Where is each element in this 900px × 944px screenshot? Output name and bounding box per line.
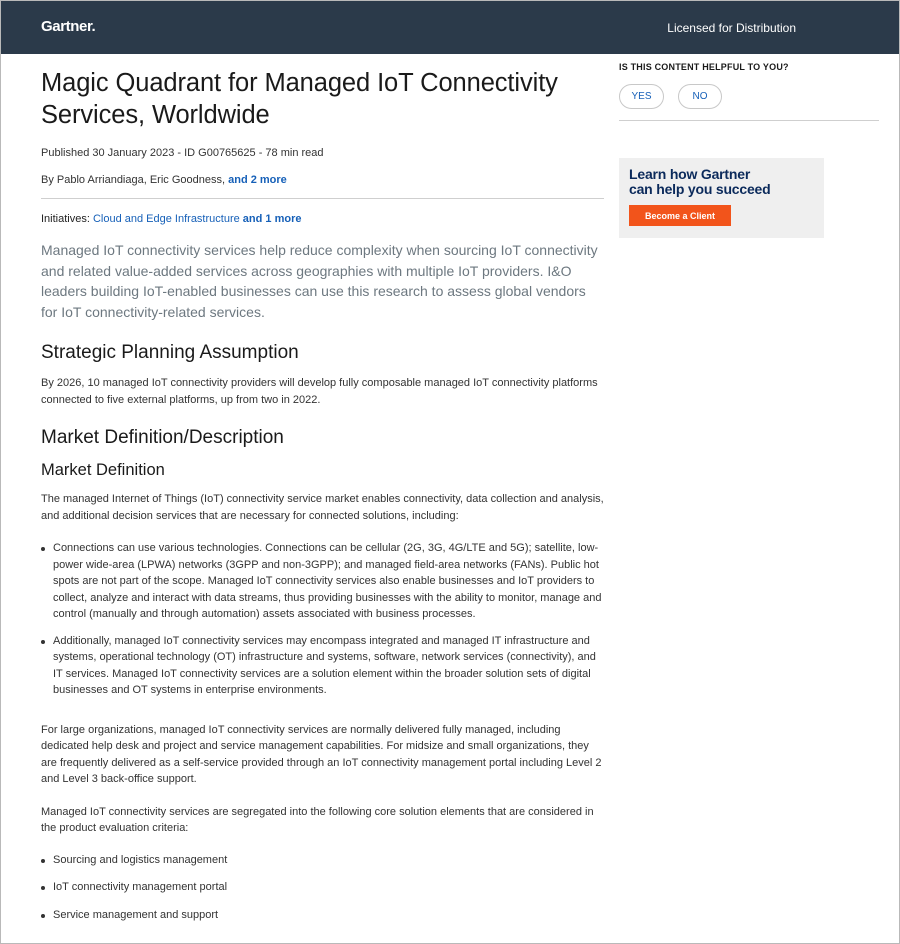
list-item-text: IoT connectivity management portal xyxy=(53,881,228,893)
no-button[interactable]: NO xyxy=(678,84,722,109)
bullet-dot xyxy=(41,859,45,863)
list-item xyxy=(41,907,604,924)
bullet-dot xyxy=(41,547,45,551)
article-summary: Managed IoT connectivity services help reduce complexity when sourcing IoT connectivity and related value-added services across geographies with multiple IoT providers. I&O leaders building IoT-enabled businesses can use this research to assess global vendors for IoT connectivity-related services. xyxy=(41,242,598,320)
section-heading-market-definition: Market Definition/Description xyxy=(41,427,284,448)
promo-title-line2: can help you succeed xyxy=(629,181,771,197)
divider xyxy=(619,120,879,121)
list-item-text: Service management and support xyxy=(53,908,219,921)
list-item xyxy=(41,852,604,869)
feedback-buttons xyxy=(619,84,879,109)
feedback-panel xyxy=(619,62,879,121)
section-heading-strategic-planning: Strategic Planning Assumption xyxy=(41,342,299,363)
top-bar xyxy=(1,1,900,54)
publication-meta: Published 30 January 2023 - ID G00765625 - 78 min read xyxy=(41,147,324,159)
authors-names: By Pablo Arriandiaga, Eric Goodness, xyxy=(41,174,229,186)
divider xyxy=(41,198,604,199)
list-item xyxy=(41,879,604,896)
list-item-text: Connections can use various technologies. Connections can be cellular (2G, 3G, 4G/LTE and 5G); satellite, low-power wide-area (LPWA) networks (3GPP and non-3GPP); and managed field-area networks (FANs). Public hot spots are not part of the scope. Managed IoT connectivity services also enable businesses and IoT providers to collect, analyze and interact with data streams, thus providing businesses with the ability to monitor, manage and control (manually and through automation) assets associated with business processes. xyxy=(53,542,602,620)
strategic-planning-text: By 2026, 10 managed IoT connectivity providers will develop fully composable managed IoT connectivity platforms connected to five external platforms, up from two in 2022. xyxy=(41,377,598,406)
delivery-model-text: For large organizations, managed IoT connectivity services are normally delivered fully managed, including dedicated help desk and project and service management capabilities. For midsize and small organizations, they are frequently delivered as a self-service provided through an IoT connectivity management portal including Level 2 and Level 3 back-office support. xyxy=(41,723,602,785)
initiatives-line xyxy=(41,212,604,226)
list-item-text: Sourcing and logistics management xyxy=(53,853,228,866)
client-promo-box xyxy=(619,158,824,238)
article-main xyxy=(41,67,604,923)
authors-line xyxy=(41,173,604,187)
promo-title-line1: Learn how Gartner xyxy=(629,166,751,182)
helpful-question: IS THIS CONTENT HELPFUL TO YOU? xyxy=(619,62,789,72)
gartner-logo[interactable]: Gartner. xyxy=(41,18,96,35)
market-definition-intro: The managed Internet of Things (IoT) connectivity service market enables connectivity, data collection and analysis, and additional decision services that are necessary for connected solutions, including: xyxy=(41,493,604,522)
list-item-text: Additionally, managed IoT connectivity services may encompass integrated and managed IT infrastructure and systems, operational technology (OT) infrastructure and systems, software, network services (connectivity), and IT services. Managed IoT connectivity services are a solution element within the broader solution sets of digital businesses and OT systems in enterprise environments. xyxy=(53,634,596,696)
bullet-dot xyxy=(41,886,45,890)
license-label: Licensed for Distribution xyxy=(667,21,796,35)
initiatives-label: Initiatives: xyxy=(41,213,93,225)
list-item xyxy=(41,633,604,699)
subheading-market-definition: Market Definition xyxy=(41,461,165,479)
initiative-link-cloud-edge[interactable]: Cloud and Edge Infrastructure xyxy=(92,213,240,225)
promo-title xyxy=(629,167,771,197)
become-client-button[interactable]: Become a Client xyxy=(629,205,731,226)
page-title: Magic Quadrant for Managed IoT Connectivity Services, Worldwide xyxy=(41,69,558,129)
bullet-dot xyxy=(41,914,45,918)
bullet-dot xyxy=(41,640,45,644)
solution-elements-intro: Managed IoT connectivity services are segregated into the following core solution elements that are considered in the product evaluation criteria: xyxy=(41,805,594,834)
connectivity-bullets xyxy=(41,540,604,699)
solution-elements-list xyxy=(41,852,604,924)
authors-more-link[interactable]: and 2 more xyxy=(228,174,287,186)
yes-button[interactable]: YES xyxy=(619,84,664,109)
initiatives-more-link[interactable]: and 1 more xyxy=(239,213,302,225)
list-item xyxy=(41,540,604,623)
